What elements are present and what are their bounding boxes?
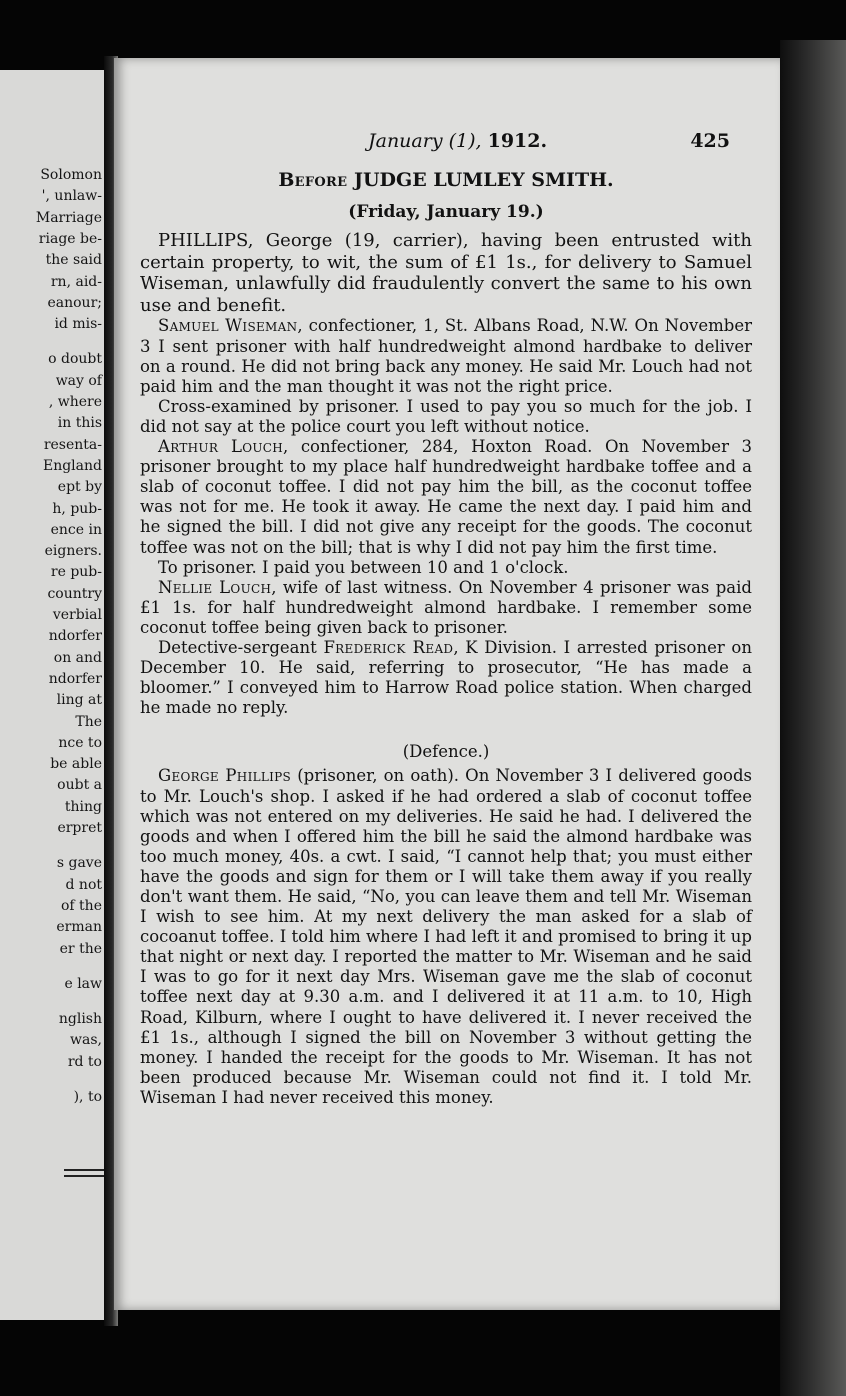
facing-page-line: country	[47, 585, 102, 602]
facing-page-line: d not	[65, 876, 102, 893]
evidence-paragraph	[140, 558, 752, 578]
witness-name: Arthur Louch	[158, 437, 284, 457]
page-body	[140, 168, 752, 1108]
book-edge	[780, 40, 846, 1396]
facing-page-line: e law	[64, 975, 102, 992]
facing-page-line: o doubt	[48, 351, 102, 368]
cross-examination-text: To prisoner. I paid you between 10 and 1 o'clock.	[158, 557, 569, 577]
facing-page-line: erpret	[57, 820, 102, 836]
running-head	[368, 130, 547, 152]
court-heading	[140, 168, 752, 192]
facing-page-line: id mis-	[54, 316, 102, 333]
witness-rank: Detective-sergeant	[158, 637, 324, 657]
witness-name: Frederick Read	[323, 637, 454, 657]
page-header	[114, 130, 780, 154]
defendant-name: PHILLIPS, George	[158, 230, 333, 252]
evidence-paragraph	[140, 397, 752, 437]
facing-page-line: rn, aid-	[50, 273, 102, 290]
facing-page-line: er the	[59, 940, 102, 957]
facing-page-line: ), to	[73, 1089, 102, 1105]
facing-page-line: ', unlaw-	[41, 188, 102, 205]
prisoner-name: George Phillips	[158, 766, 292, 786]
facing-page-rule	[64, 1169, 104, 1171]
witness-testimony: , K Division. I arrested prisoner on December 10. He said, referring to prosecutor, “He has made a bloomer.” I conveyed him to Harrow Road police station. When charged he made no reply.	[140, 637, 752, 718]
facing-page-line: ept by	[57, 479, 102, 496]
facing-page-line: thing	[64, 798, 102, 815]
book-page	[114, 58, 780, 1310]
facing-page-line: nce to	[58, 734, 102, 751]
facing-page-fragment	[0, 70, 106, 1320]
court-before: Before	[278, 169, 348, 191]
facing-page-line: of the	[61, 897, 102, 914]
defence-heading: (Defence.)	[402, 742, 490, 762]
facing-page-line: ence in	[50, 521, 102, 538]
evidence-paragraph	[140, 578, 752, 638]
evidence-paragraph	[140, 437, 752, 558]
facing-page-line: rd to	[67, 1053, 102, 1070]
facing-page-line: s gave	[56, 855, 102, 872]
court-judge: JUDGE LUMLEY SMITH.	[354, 169, 614, 191]
charge-text: (19, carrier), having been entrusted with certain property, to wit, the sum of £1 1s., for delivery to Samuel Wiseman, unlawfully did fraudulently convert the same to his own use and benefit.	[140, 230, 753, 316]
witness-testimony: , confectioner, 284, Hoxton Road. On November 3 prisoner brought to my place half hundredweight hardbake toffee and a slab of coconut toffee. I did not pay him the bill, as the coconut toffee was not for me. He took it away. He came the next day. I paid him and he signed the bill. I did not give any receipt for the goods. The coconut toffee was not on the bill; that is why I did not pay him the first time.	[140, 437, 752, 557]
facing-page-line: nglish	[58, 1011, 102, 1028]
evidence-paragraph	[140, 316, 752, 396]
facing-page-line: eanour;	[47, 294, 102, 311]
facing-page-line: ling at	[56, 692, 102, 709]
facing-page-line: oubt a	[57, 777, 102, 794]
facing-page-line: The	[75, 713, 102, 730]
prisoner-testimony: (prisoner, on oath). On November 3 I delivered goods to Mr. Louch's shop. I asked if he had ordered a slab of coconut toffee which was not entered on my deliveries. He said he had. I delivered the goods and when I offered him the bill he said the almond hardbake was too much money, 40s. a cwt. I said, “I cannot help that; you must either have the goods and sign for them or I will take them away if you really don't want them. He said, “No, you can leave them and tell Mr. Wiseman I wish to see him. At my next delivery the man asked for a slab of cocoanut toffee. I told him where I had left it and promised to bring it up that night or next day. I reported the matter to Mr. Wiseman and he said I was to go for it next day Mrs. Wiseman gave me the slab of coconut toffee next day at 9.30 a.m. and I delivered it at 11 a.m. to 10, High Road, Kilburn, where I ought to have delivered it. I never received the £1 1s., although I signed the bill on November 3 without getting the money. I handed the receipt for the goods to Mr. Wiseman. It has not been produced because Mr. Wiseman could not find it. I told Mr. Wiseman I had never received this money.	[140, 766, 752, 1107]
running-head-month: January (1),	[368, 130, 488, 152]
facing-page-line: resenta-	[43, 436, 102, 453]
facing-page-line: Solomon	[40, 167, 102, 183]
witness-name: Samuel Wiseman	[158, 316, 298, 336]
evidence-paragraph	[140, 638, 752, 718]
page-number: 425	[690, 130, 730, 152]
facing-page-line: erman	[56, 919, 102, 936]
facing-page-line: way of	[55, 372, 102, 389]
facing-page-line: verbial	[52, 607, 102, 623]
witness-testimony: , confectioner, 1, St. Albans Road, N.W. On November 3 I sent prisoner with half hundredweight almond hardbake to deliver on a round. He did not bring back any money. He said Mr. Louch had not paid him and the man thought it was not the right price.	[140, 316, 752, 396]
session-date: (Friday, January 19.)	[348, 202, 544, 222]
cross-examination-text: Cross-examined by prisoner. I used to pay you so much for the job. I did not say at the police court you left without notice.	[140, 396, 752, 436]
facing-page-line: riage be-	[38, 230, 102, 247]
facing-page-line: ndorfer	[48, 670, 102, 687]
witness-testimony: , wife of last witness. On November 4 prisoner was paid £1 1s. for half hundredweight almond hardbake. I remember some coconut toffee being given back to prisoner.	[140, 577, 752, 637]
facing-page-line: eigners.	[44, 543, 102, 560]
facing-page-line: was,	[70, 1032, 102, 1049]
facing-page-rule	[64, 1175, 104, 1177]
running-head-year: 1912.	[487, 130, 548, 152]
witness-name: Nellie Louch	[158, 577, 272, 597]
facing-page-line: Marriage	[35, 209, 102, 226]
facing-page-line: h, pub-	[52, 500, 102, 517]
facing-page-line: be able	[50, 756, 102, 773]
facing-page-line: re pub-	[50, 564, 102, 581]
facing-page-line: ndorfer	[48, 628, 102, 645]
facing-page-line: England	[42, 457, 102, 474]
defence-paragraph	[140, 766, 752, 1108]
facing-page-line: , where	[48, 394, 102, 410]
facing-page-line: in this	[57, 415, 102, 432]
case-statement	[140, 230, 752, 316]
facing-page-line: the said	[45, 252, 102, 269]
facing-page-line: on and	[53, 649, 102, 666]
